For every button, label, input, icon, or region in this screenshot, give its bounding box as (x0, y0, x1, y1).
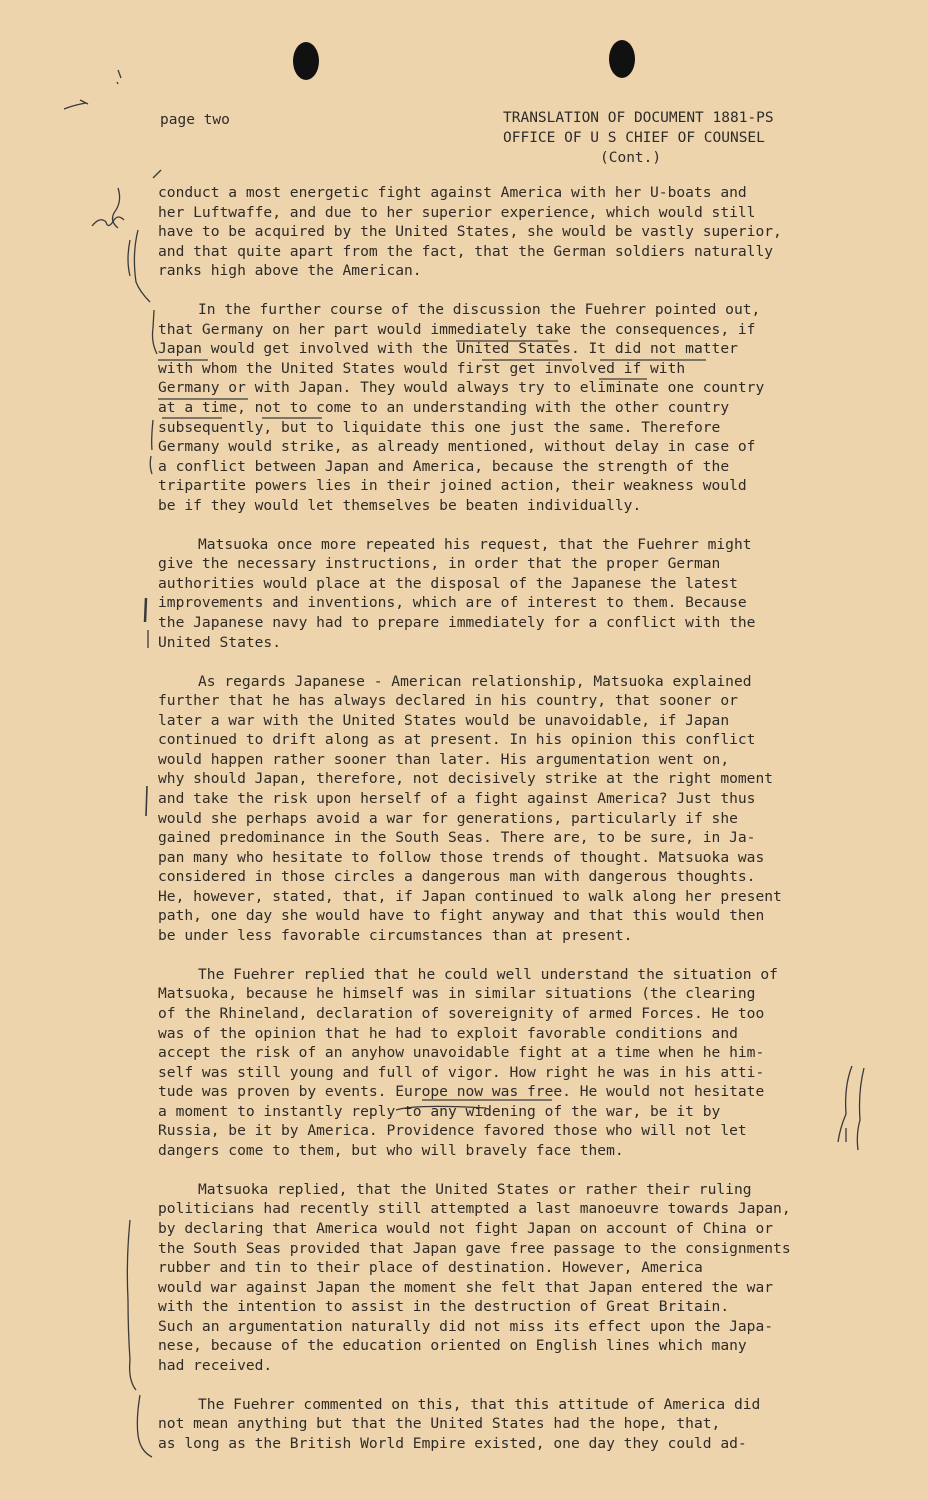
text-line: be if they would let themselves be beaten individually. (158, 496, 642, 514)
text-line: tripartite powers lies in their joined action, their weakness would (158, 477, 747, 495)
text-line: a conflict between Japan and America, because the strength of the (158, 457, 730, 475)
text-line: authorities would place at the disposal of the Japanese the latest (158, 574, 738, 592)
text-line: The Fuehrer commented on this, that this attitude of America did (198, 1395, 761, 1413)
paragraph (158, 300, 858, 515)
text-line: Japan would get involved with the United States. It did not matter (158, 340, 738, 358)
paragraph (158, 183, 858, 281)
text-line: by declaring that America would not fight Japan on account of China or (158, 1219, 774, 1237)
text-line: Matsuoka replied, that the United States or rather their ruling (198, 1180, 752, 1198)
text-line: would she perhaps avoid a war for generations, particularly if she (158, 809, 738, 827)
text-line: would war against Japan the moment she felt that Japan entered the war (158, 1278, 774, 1296)
text-line: gained predominance in the South Seas. There are, to be sure, in Ja- (158, 829, 756, 847)
text-line: path, one day she would have to fight anyway and that this would then (158, 907, 765, 925)
text-line: not mean anything but that the United States had the hope, that, (158, 1415, 721, 1433)
text-line: was of the opinion that he had to exploit favorable conditions and (158, 1024, 738, 1042)
text-line: subsequently, but to liquidate this one just the same. Therefore (158, 418, 721, 436)
paragraph (158, 672, 858, 946)
text-line: with the intention to assist in the destruction of Great Britain. (158, 1298, 730, 1316)
text-line: the Japanese navy had to prepare immediately for a conflict with the (158, 614, 756, 632)
text-line: The Fuehrer replied that he could well understand the situation of (198, 965, 778, 983)
text-line: nese, because of the education oriented on English lines which many (158, 1337, 747, 1355)
page-label: page two (160, 112, 230, 128)
text-line: rubber and tin to their place of destination. However, America (158, 1259, 703, 1277)
text-line: accept the risk of an anyhow unavoidable fight at a time when he him- (158, 1044, 765, 1062)
office-title: OFFICE OF U S CHIEF OF COUNSEL (503, 130, 765, 146)
text-line: continued to drift along as at present. In his opinion this conflict (158, 731, 756, 749)
text-line: Matsuoka, because he himself was in similar situations (the clearing (158, 985, 756, 1003)
continued-label: (Cont.) (600, 150, 662, 166)
text-line: As regards Japanese - American relationship, Matsuoka explained (198, 672, 752, 690)
text-line: United States. (158, 633, 282, 651)
text-line: conduct a most energetic fight against America with her U-boats and (158, 184, 747, 201)
document-title: TRANSLATION OF DOCUMENT 1881-PS (503, 110, 774, 126)
document-body (158, 183, 858, 1473)
text-line: had received. (158, 1356, 273, 1374)
text-line: further that he has always declared in his country, that sooner or (158, 692, 738, 710)
text-line: have to be acquired by the United States, she would be vastly superior, (158, 223, 782, 241)
text-line: He, however, stated, that, if Japan continued to walk along her present (158, 887, 782, 905)
text-line: considered in those circles a dangerous man with dangerous thoughts. (158, 868, 756, 886)
text-line: as long as the British World Empire existed, one day they could ad- (158, 1435, 747, 1452)
paragraph (158, 535, 858, 652)
text-line: tude was proven by events. Europe now was free. He would not hesitate (158, 1083, 765, 1101)
text-line: later a war with the United States would be unavoidable, if Japan (158, 711, 730, 729)
text-line: her Luftwaffe, and due to her superior experience, which would still (158, 203, 756, 221)
text-line: dangers come to them, but who will bravely face them. (158, 1141, 624, 1159)
text-line: politicians had recently still attempted a last manoeuvre towards Japan, (158, 1200, 791, 1218)
paragraph (158, 965, 858, 1160)
text-line: give the necessary instructions, in order that the proper German (158, 555, 721, 573)
text-line: at a time, not to come to an understanding with the other country (158, 399, 730, 417)
text-line: Germany or with Japan. They would always try to eliminate one country (158, 379, 765, 397)
text-line: be under less favorable circumstances than at present. (158, 926, 633, 944)
paragraph (158, 1395, 858, 1454)
text-line: of the Rhineland, declaration of sovereignity of armed Forces. He too (158, 1004, 765, 1022)
text-line: the South Seas provided that Japan gave free passage to the consignments (158, 1239, 791, 1257)
text-line: ranks high above the American. (158, 262, 422, 280)
text-line: In the further course of the discussion the Fuehrer pointed out, (198, 301, 761, 319)
text-line: Such an argumentation naturally did not miss its effect upon the Japa- (158, 1317, 774, 1335)
text-line: and that quite apart from the fact, that the German soldiers naturally (158, 242, 774, 260)
text-line: pan many who hesitate to follow those trends of thought. Matsuoka was (158, 848, 765, 866)
text-line: would happen rather sooner than later. His argumentation went on, (158, 750, 730, 768)
text-line: why should Japan, therefore, not decisively strike at the right moment (158, 770, 774, 788)
text-line: that Germany on her part would immediately take the consequences, if (158, 320, 756, 338)
text-line: Russia, be it by America. Providence favored those who will not let (158, 1122, 747, 1140)
text-line: and take the risk upon herself of a fight against America? Just thus (158, 789, 756, 807)
text-line: Germany would strike, as already mentioned, without delay in case of (158, 438, 756, 456)
text-line: improvements and inventions, which are of interest to them. Because (158, 594, 747, 612)
text-line: self was still young and full of vigor. How right he was in his atti- (158, 1063, 765, 1081)
text-line: Matsuoka once more repeated his request, that the Fuehrer might (198, 535, 752, 553)
text-line: a moment to instantly reply to any widening of the war, be it by (158, 1102, 721, 1120)
paragraph (158, 1180, 858, 1375)
text-line: with whom the United States would first get involved if with (158, 359, 686, 377)
